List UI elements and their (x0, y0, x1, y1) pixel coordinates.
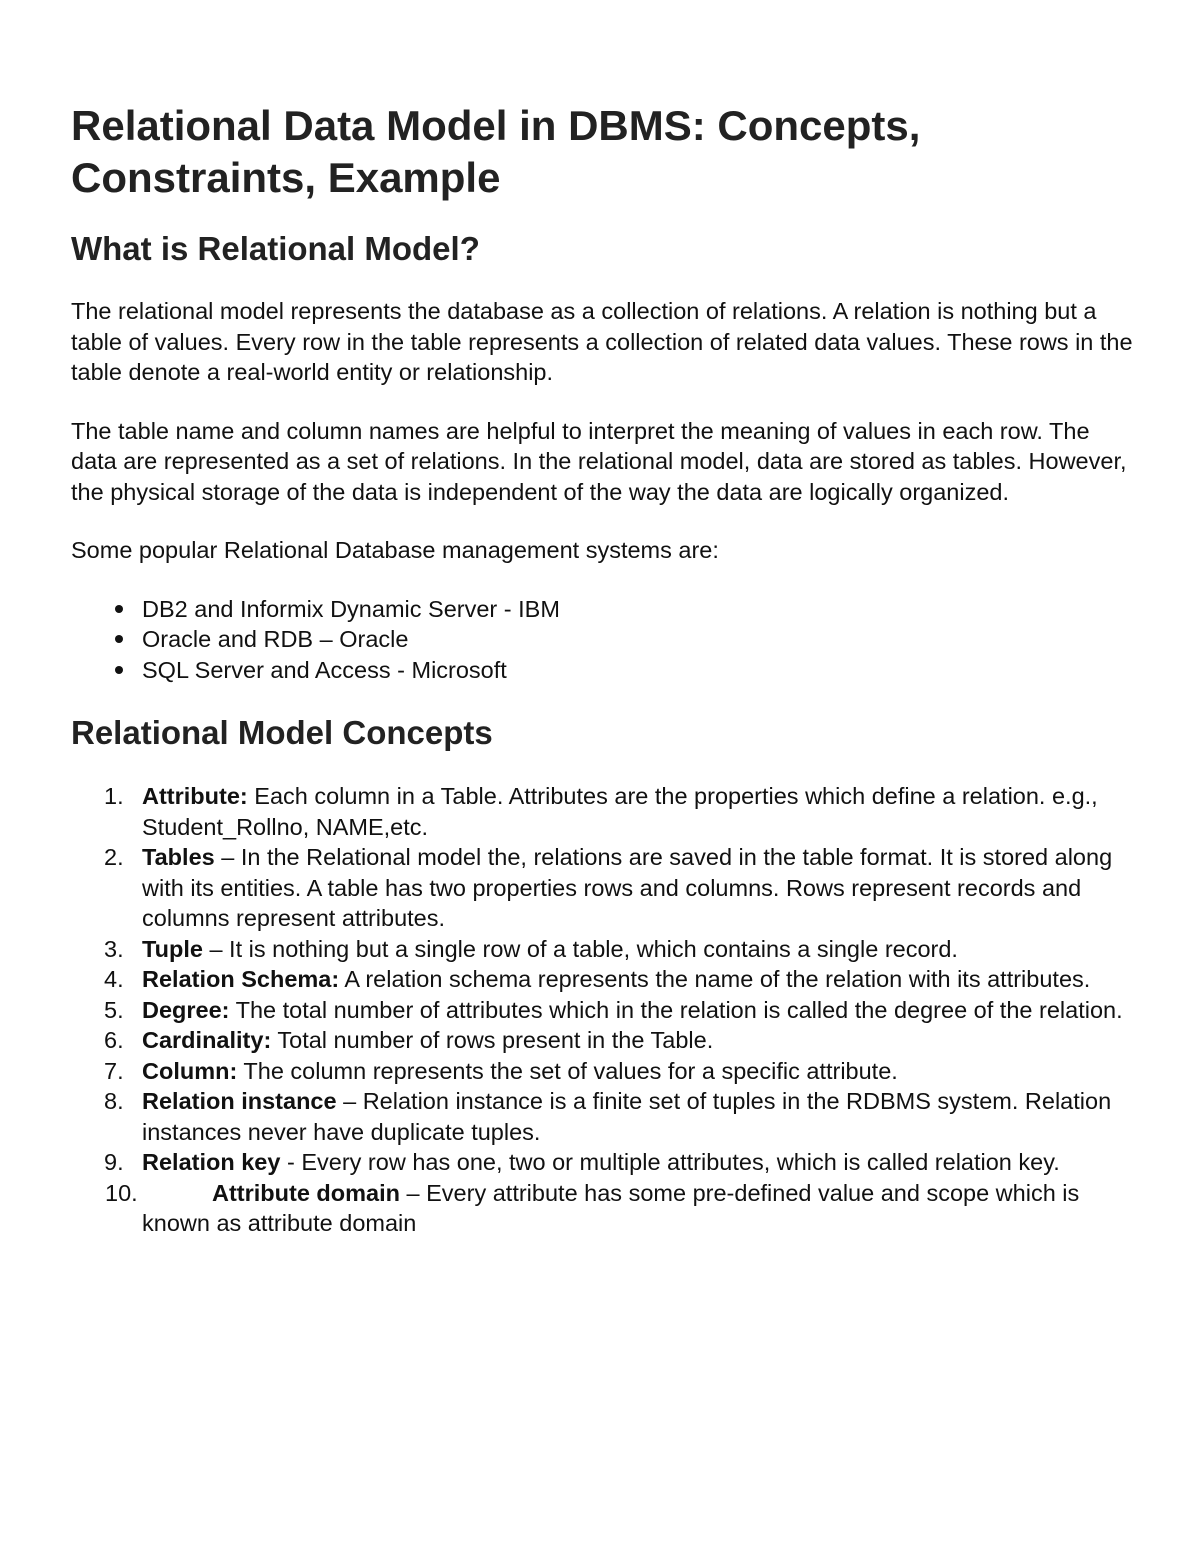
concept-description: – Relation instance is a finite set of tuples in the RDBMS system. Relation instances never have duplicate tuples. (142, 1088, 1112, 1145)
concept-term: Tuple (142, 935, 203, 962)
concept-description: – It is nothing but a single row of a table, which contains a single record. (202, 935, 958, 962)
list-item (71, 995, 1141, 1026)
bullet-icon (115, 666, 123, 674)
concept-description: The total number of attributes which in the relation is called the degree of the relation. (229, 996, 1123, 1023)
list-number: 10. (105, 1179, 138, 1206)
list-number: 5. (104, 996, 124, 1023)
concepts-numbered-list (71, 781, 1141, 1239)
list-item (71, 1056, 1141, 1087)
heading-relational-model-concepts: Relational Model Concepts (71, 714, 493, 751)
list-item (71, 1025, 1141, 1056)
concept-description: The column represents the set of values for a specific attribute. (237, 1057, 898, 1084)
list-item (71, 1086, 1141, 1147)
list-number: 2. (104, 844, 124, 870)
list-item (71, 1178, 1141, 1239)
bullet-icon (115, 635, 123, 643)
concept-term: Relation instance (142, 1088, 337, 1114)
list-item (71, 594, 1141, 625)
concept-term: Tables (142, 844, 215, 870)
document-page (71, 100, 1141, 1239)
list-number: 6. (104, 1027, 124, 1053)
concept-term: Relation key (142, 1149, 281, 1175)
concept-description: Total number of rows present in the Table. (271, 1027, 714, 1053)
systems-bullet-list (71, 594, 1141, 686)
bullet-icon (115, 605, 123, 613)
list-number: 8. (104, 1088, 124, 1114)
paragraph-relational-model-definition: The relational model represents the database as a collection of relations. A relation is nothing but a table of values. Every row in the table represents a collection of related data values. These rows in the table denote a real-world entity or relationship. (71, 298, 1133, 385)
list-item (71, 655, 1141, 686)
heading-what-is-relational-model: What is Relational Model? (71, 230, 480, 267)
list-number: 4. (104, 966, 124, 992)
list-number: 9. (104, 1149, 124, 1175)
list-item (71, 934, 1141, 965)
list-item (71, 842, 1141, 934)
list-number: 1. (104, 783, 124, 809)
concept-term: Degree: (142, 996, 230, 1023)
list-number: 3. (104, 935, 124, 962)
list-item-text: DB2 and Informix Dynamic Server - IBM (142, 595, 560, 622)
list-number: 7. (104, 1057, 124, 1084)
concept-description: A relation schema represents the name of the relation with its attributes. (339, 966, 1091, 992)
concept-description: – Every attribute has some pre-defined value and scope which is known as attribute domain (142, 1179, 1080, 1236)
list-item (71, 624, 1141, 655)
concept-description: - Every row has one, two or multiple attributes, which is called relation key. (280, 1149, 1060, 1175)
paragraph-popular-systems-intro: Some popular Relational Database management systems are: (71, 537, 719, 563)
page-title: Relational Data Model in DBMS: Concepts, Constraints, Example (71, 102, 921, 201)
concept-term: Column: (142, 1057, 238, 1084)
list-item (71, 1147, 1141, 1178)
list-item (71, 964, 1141, 995)
concept-term: Attribute domain (212, 1179, 400, 1206)
list-item-text: Oracle and RDB – Oracle (142, 626, 409, 652)
list-item-text: SQL Server and Access - Microsoft (142, 656, 507, 683)
list-item (71, 781, 1141, 842)
concept-term: Cardinality: (142, 1027, 272, 1053)
concept-description: Each column in a Table. Attributes are the properties which define a relation. e.g., Student_Rollno, NAME,etc. (142, 783, 1098, 840)
concept-description: – In the Relational model the, relations are saved in the table format. It is stored along with its entities. A table has two properties rows and columns. Rows represent records and columns represent attributes. (142, 844, 1113, 931)
paragraph-table-names: The table name and column names are helpful to interpret the meaning of values in each row. The data are represented as a set of relations. In the relational model, data are stored as tables. However, the physical storage of the data is independent of the way the data are logically organized. (71, 417, 1127, 505)
concept-term: Relation Schema: (142, 966, 340, 992)
concept-term: Attribute: (142, 783, 248, 809)
